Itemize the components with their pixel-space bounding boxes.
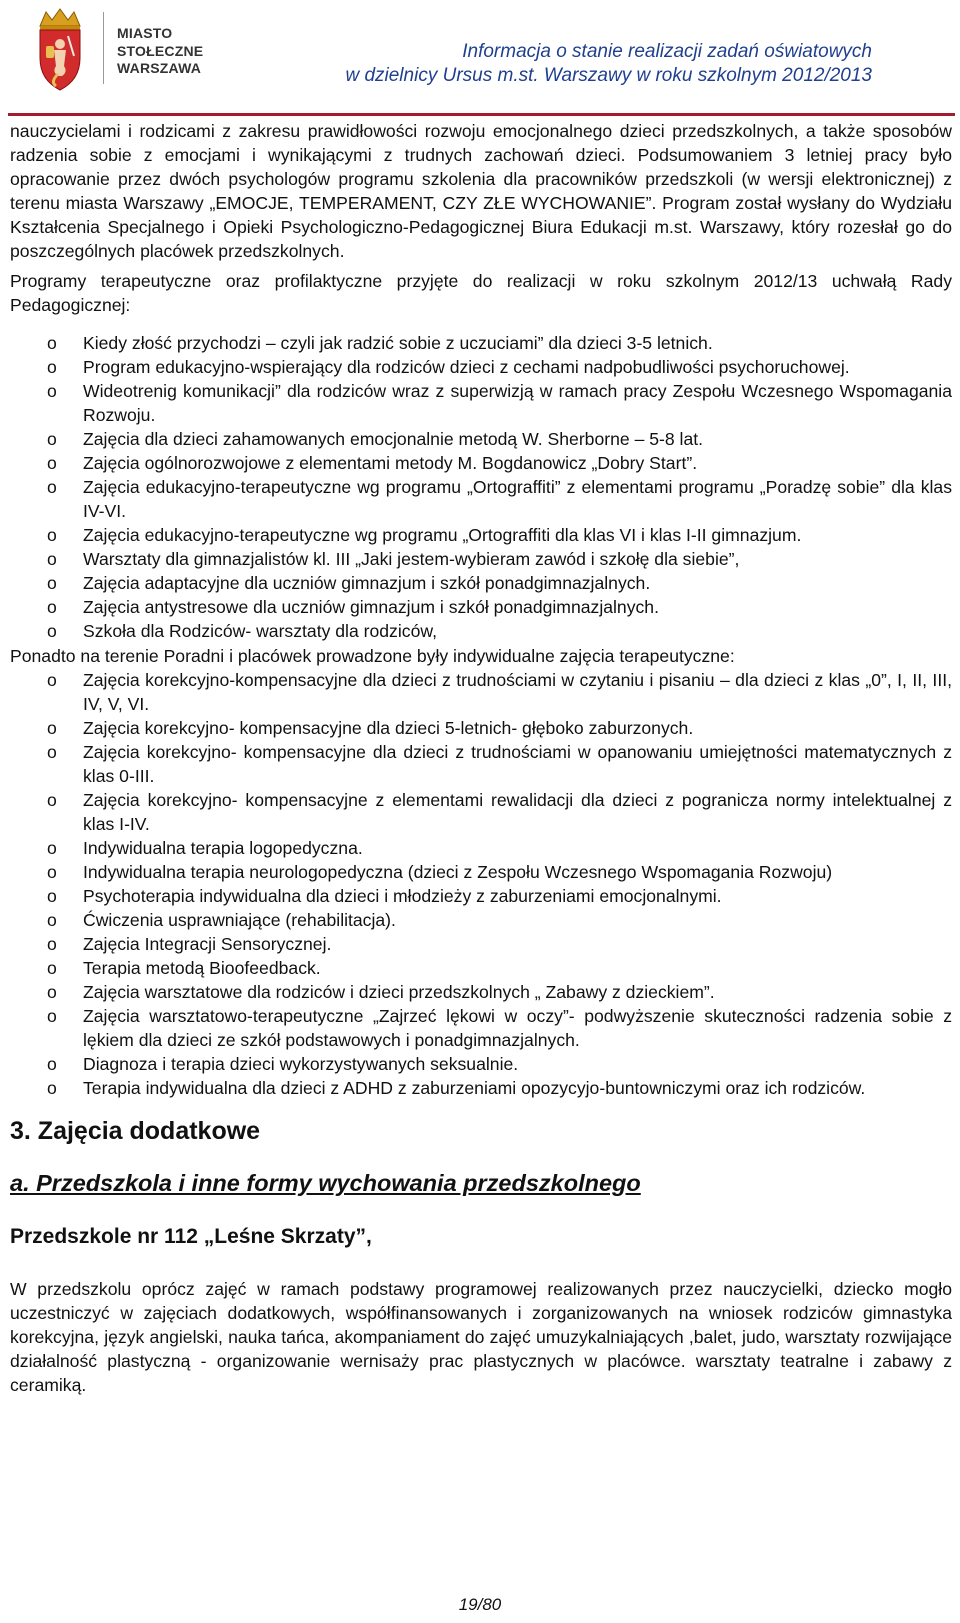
bullet-icon: o xyxy=(47,910,57,930)
list-item-text: Szkoła dla Rodziców- warsztaty dla rodziców, xyxy=(83,621,437,641)
list-item xyxy=(10,547,952,571)
list-item-text: Indywidualna terapia neurologopedyczna (dzieci z Zespołu Wczesnego Wspomagania Rozwoju) xyxy=(83,862,833,882)
bullet-icon: o xyxy=(47,549,57,569)
list-item xyxy=(10,836,952,860)
bullet-icon: o xyxy=(47,982,57,1002)
list-item xyxy=(10,980,952,1004)
list-item xyxy=(10,619,952,643)
bullet-icon: o xyxy=(47,718,57,738)
page-body xyxy=(10,119,952,1397)
list-item xyxy=(10,1052,952,1076)
list-item-text: Ćwiczenia usprawniające (rehabilitacja). xyxy=(83,910,396,930)
list-item xyxy=(10,379,952,427)
list-item-text: Zajęcia korekcyjno-kompensacyjne dla dzieci z trudnościami w czytaniu i pisaniu – dla dzieci z klas „0”, I, II, III, IV, V, VI. xyxy=(83,670,952,714)
header-rule xyxy=(8,113,955,116)
bullet-icon: o xyxy=(47,1078,57,1098)
paragraph: nauczycielami i rodzicami z zakresu prawidłowości rozwoju emocjonalnego dzieci przedszkolnych, a także sposobów radzenia sobie z emocjami i wynikającymi z trudnych zachowań dzieci. Podsumowaniem 3 letniej pracy było opracowanie przez dwóch psychologów programu szkolenia dla pracowników przedszkoli (w wersji elektronicznej) z terenu miasta Warszawy „EMOCJE, TEMPERAMENT, CZY ZŁE WYCHOWANIE”. Program został wysłany do Wydziału Kształcenia Specjalnego i Opieki Psychologiczno-Pedagogicznej Biura Edukacji m.st. Warszawy, który rozesłał go do poszczególnych placówek przedszkolnych. xyxy=(10,121,952,261)
page-header xyxy=(0,0,960,118)
bullet-icon: o xyxy=(47,333,57,353)
city-logo-text xyxy=(117,25,203,78)
bullet-icon: o xyxy=(47,790,57,810)
logo-line: MIASTO xyxy=(117,25,173,41)
bullet-icon: o xyxy=(47,1054,57,1074)
list-item-text: Zajęcia warsztatowo-terapeutyczne „Zajrzeć lękowi w oczy”- podwyższenie skuteczności radzenia sobie z lękiem dla dzieci ze szkół podstawowych i ponadgimnazjalnych. xyxy=(83,1006,952,1050)
document-title-line2: w dzielnicy Ursus m.st. Warszawy w roku szkolnym 2012/2013 xyxy=(345,65,872,86)
list-item-text: Zajęcia ogólnorozwojowe z elementami metody M. Bogdanowicz „Dobry Start”. xyxy=(83,453,698,473)
list-item-text: Zajęcia korekcyjno- kompensacyjne dla dzieci 5-letnich- głęboko zaburzonych. xyxy=(83,718,694,738)
list-item-text: Zajęcia dla dzieci zahamowanych emocjonalnie metodą W. Sherborne – 5-8 lat. xyxy=(83,429,704,449)
bullet-icon: o xyxy=(47,525,57,545)
list-item xyxy=(10,668,952,716)
list-item-text: Diagnoza i terapia dzieci wykorzystywanych seksualnie. xyxy=(83,1054,519,1074)
list-item xyxy=(10,884,952,908)
list-item-text: Program edukacyjno-wspierający dla rodziców dzieci z cechami nadpobudliwości psychoruchowej. xyxy=(83,357,850,377)
logo-line: WARSZAWA xyxy=(117,60,202,76)
section-heading: 3. Zajęcia dodatkowe xyxy=(10,1117,261,1145)
list-item xyxy=(10,595,952,619)
document-title-line1: Informacja o stanie realizacji zadań oświatowych xyxy=(462,41,872,62)
header-divider xyxy=(103,12,104,84)
list-item-text: Zajęcia edukacyjno-terapeutyczne wg programu „Ortograffiti” z elementami programu „Poradzę sobie” dla klas IV-VI. xyxy=(83,477,952,521)
subsection-heading: a. Przedszkola i inne formy wychowania przedszkolnego xyxy=(10,1170,641,1196)
list-item-text: Terapia indywidualna dla dzieci z ADHD z zaburzeniami opozycyjo-buntowniczymi oraz ich rodziców. xyxy=(83,1078,866,1098)
list-item xyxy=(10,1004,952,1052)
bullet-icon: o xyxy=(47,934,57,954)
paragraph: Programy terapeutyczne oraz profilaktyczne przyjęte do realizacji w roku szkolnym 2012/13 uchwałą Rady Pedagogicznej: xyxy=(10,271,952,315)
list-item xyxy=(10,908,952,932)
list-item xyxy=(10,331,952,355)
list-item xyxy=(10,716,952,740)
list-item xyxy=(10,451,952,475)
paragraph: W przedszkolu oprócz zajęć w ramach podstawy programowej realizowanych przez nauczycielki, dziecko mogło uczestniczyć w zajęciach dodatkowych, współfinansowanych i zorganizowanych na wniosek rodziców gimnastyka korekcyjna, język angielski, nauka tańca, akompaniament do zajęć umuzykalniających ,balet, judo, warsztaty rozwijające działalność plastyczną - organizowanie wernisaży prac plastycznych w placówce. warsztaty teatralne i zabawy z ceramiką. xyxy=(10,1279,952,1395)
bullet-icon: o xyxy=(47,1006,57,1026)
list-item xyxy=(10,860,952,884)
page-number: 19/80 xyxy=(458,1595,502,1614)
bullet-icon: o xyxy=(47,886,57,906)
list-item-text: Zajęcia korekcyjno- kompensacyjne z elementami rewalidacji dla dzieci z pogranicza normy intelektualnej z klas I-IV. xyxy=(83,790,952,834)
list-item-text: Indywidualna terapia logopedyczna. xyxy=(83,838,363,858)
bullet-icon: o xyxy=(47,381,57,401)
list-item-text: Zajęcia antystresowe dla uczniów gimnazjum i szkół ponadgimnazjalnych. xyxy=(83,597,659,617)
bullet-icon: o xyxy=(47,573,57,593)
individual-therapy-list xyxy=(10,668,952,1100)
list-item xyxy=(10,1076,952,1100)
list-item-text: Zajęcia edukacyjno-terapeutyczne wg programu „Ortograffiti dla klas VI i klas I-II gimnazjum. xyxy=(83,525,802,545)
bullet-icon: o xyxy=(47,670,57,690)
bullet-icon: o xyxy=(47,621,57,641)
list-item-text: Terapia metodą Bioofeedback. xyxy=(83,958,321,978)
bullet-icon: o xyxy=(47,429,57,449)
therapy-programs-list xyxy=(10,331,952,643)
list-item-text: Zajęcia Integracji Sensorycznej. xyxy=(83,934,332,954)
paragraph: Ponadto na terenie Poradni i placówek prowadzone były indywidualne zajęcia terapeutyczne: xyxy=(10,646,735,666)
logo-line: STOŁECZNE xyxy=(117,42,204,59)
list-item-text: Warsztaty dla gimnazjalistów kl. III „Jaki jestem-wybieram zawód i szkołę dla siebie”, xyxy=(83,549,740,569)
bullet-icon: o xyxy=(47,838,57,858)
list-item xyxy=(10,427,952,451)
list-item xyxy=(10,355,952,379)
document-title xyxy=(345,40,872,88)
bullet-icon: o xyxy=(47,862,57,882)
list-item xyxy=(10,571,952,595)
bullet-icon: o xyxy=(47,357,57,377)
list-item-text: Zajęcia warsztatowe dla rodziców i dzieci przedszkolnych „ Zabawy z dzieckiem”. xyxy=(83,982,715,1002)
bullet-icon: o xyxy=(47,958,57,978)
list-item xyxy=(10,740,952,788)
bullet-icon: o xyxy=(47,477,57,497)
list-item-text: Wideotrenig komunikacji” dla rodziców wraz z superwizją w ramach pracy Zespołu Wczesnego Wspomagania Rozwoju. xyxy=(83,381,952,425)
list-item-text: Zajęcia korekcyjno- kompensacyjne dla dzieci z trudnościami w opanowaniu umiejętności matematycznych z klas 0-III. xyxy=(83,742,952,786)
list-item xyxy=(10,475,952,523)
list-item xyxy=(10,788,952,836)
warsaw-crest-logo xyxy=(32,6,88,92)
bullet-icon: o xyxy=(47,597,57,617)
list-item xyxy=(10,932,952,956)
list-item-text: Kiedy złość przychodzi – czyli jak radzić sobie z uczuciami” dla dzieci 3-5 letnich. xyxy=(83,333,713,353)
bullet-icon: o xyxy=(47,453,57,473)
list-item xyxy=(10,523,952,547)
bullet-icon: o xyxy=(47,742,57,762)
list-item-text: Psychoterapia indywidualna dla dzieci i młodzieży z zaburzeniami emocjonalnymi. xyxy=(83,886,722,906)
list-item xyxy=(10,956,952,980)
list-item-text: Zajęcia adaptacyjne dla uczniów gimnazjum i szkół ponadgimnazjalnych. xyxy=(83,573,651,593)
kindergarten-heading: Przedszkole nr 112 „Leśne Skrzaty”, xyxy=(10,1225,372,1248)
